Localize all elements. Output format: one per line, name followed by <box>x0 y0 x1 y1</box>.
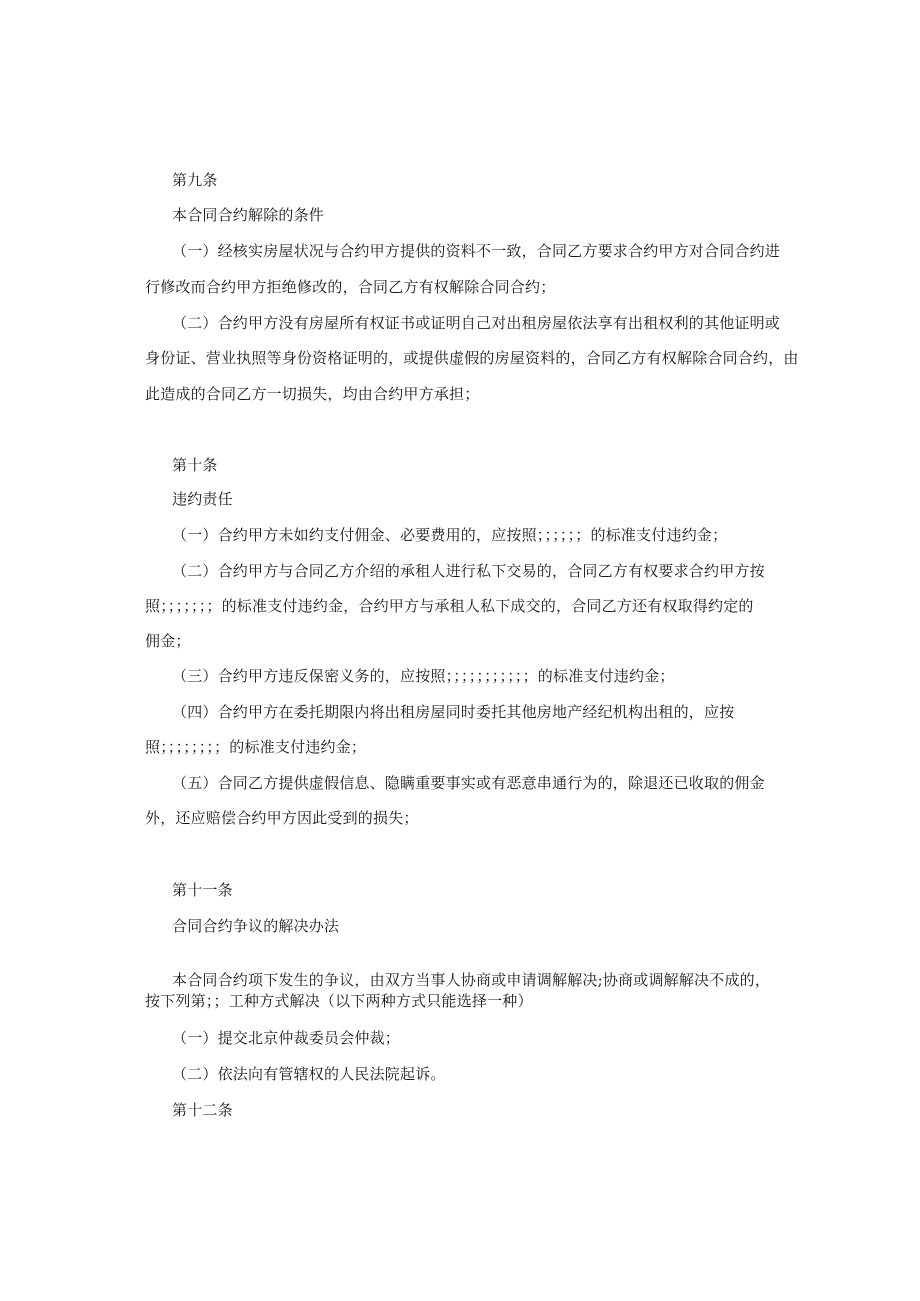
article-11-paragraph-line-1: 本合同合约项下发生的争议，由双方当事人协商或申请调解解决;协商或调解解决不成的， <box>172 971 771 989</box>
article-10-item-3-line-1: （三）合约甲方违反保密义务的，应按照；；；；；；；；；；；的标准支付违约金； <box>172 667 675 685</box>
article-10-item-4-line-2: 照；；；；；；；；的标准支付违约金； <box>145 738 367 756</box>
article-10-item-2-line-3: 佣金； <box>145 632 191 650</box>
article-11-item-1: （一）提交北京仲裁委员会仲裁； <box>172 1029 401 1047</box>
article-12-heading: 第十二条 <box>172 1101 233 1119</box>
article-11-paragraph-line-2: 按下列第；；工种方式解决（以下两种方式只能选择一种） <box>145 992 533 1010</box>
article-10-heading: 第十条 <box>172 456 218 474</box>
article-10-item-2-line-1: （二）合约甲方与合同乙方介绍的承租人进行私下交易的，合同乙方有权要求合约甲方按 <box>172 562 765 580</box>
article-11-heading: 第十一条 <box>172 881 233 899</box>
article-9-item-1-line-1: （一）经核实房屋状况与合约甲方提供的资料不一致，合同乙方要求合约甲方对合同合约进 <box>172 242 781 260</box>
article-10-item-5-line-1: （五）合同乙方提供虚假信息、隐瞒重要事实或有恶意串通行为的，除退还已收取的佣金 <box>172 774 765 792</box>
article-9-heading: 第九条 <box>172 171 218 189</box>
article-10-item-2-line-2: 照；；；；；；；的标准支付违约金，合约甲方与承租人私下成交的，合同乙方还有权取得约定的 <box>145 597 754 615</box>
article-10-item-5-line-2: 外，还应赔偿合约甲方因此受到的损失； <box>145 809 419 827</box>
article-10-item-4-line-1: （四）合约甲方在委托期限内将出租房屋同时委托其他房地产经纪机构出租的，应按 <box>172 703 735 721</box>
article-10-title: 违约责任 <box>172 490 233 508</box>
article-9-item-2-line-3: 此造成的合同乙方一切损失，均由合约甲方承担； <box>145 385 480 403</box>
article-11-item-2: （二）依法向有管辖权的人民法院起诉。 <box>172 1065 446 1083</box>
article-9-item-2-line-2: 身份证、营业执照等身份资格证明的，或提供虚假的房屋资料的，合同乙方有权解除合同合约，由 <box>145 349 799 367</box>
article-9-item-1-line-2: 行修改而合约甲方拒绝修改的，合同乙方有权解除合同合约； <box>145 278 556 296</box>
article-10-item-1-line-1: （一）合约甲方未如约支付佣金、必要费用的，应按照；；；；；；的标准支付违约金； <box>172 526 728 544</box>
article-11-title: 合同合约争议的解决办法 <box>172 917 340 935</box>
article-9-title: 本合同合约解除的条件 <box>172 206 325 224</box>
article-9-item-2-line-1: （二）合约甲方没有房屋所有权证书或证明自己对出租房屋依法享有出租权利的其他证明或 <box>172 314 781 332</box>
